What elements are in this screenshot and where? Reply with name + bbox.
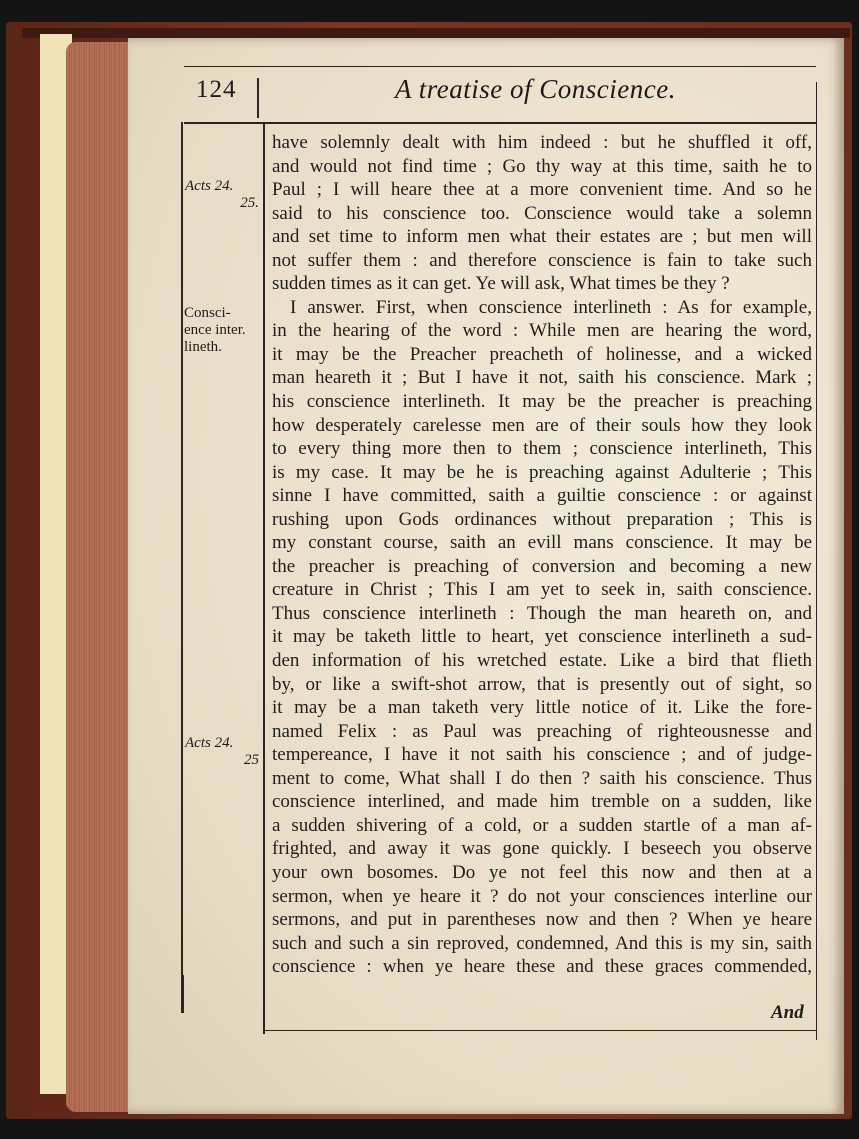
text-line: den information of his wretched estate. Like a bird that flieth xyxy=(272,650,812,672)
text-line: conscience : when ye heare these and these graces commended, xyxy=(272,956,812,978)
text-line: Paul ; I will heare thee at a more convenient time. And so he xyxy=(272,179,812,201)
cover-top-edge xyxy=(22,28,850,38)
margin-note-line: lineth. xyxy=(184,339,222,355)
text-line: my constant course, saith an evill mans conscience. It may be xyxy=(272,532,812,554)
text-line: man heareth it ; But I have it not, saith his conscience. Mark ; xyxy=(272,367,812,389)
text-line: it may be taketh little to heart, yet conscience interlineth a sud- xyxy=(272,626,812,648)
footer-rule xyxy=(265,1030,816,1031)
text-line: named Felix : as Paul was preaching of righteousnesse and xyxy=(272,720,812,742)
text-line: said to his conscience too. Conscience would take a solemn xyxy=(272,202,812,224)
text-line: how desperately carelesse men are of their souls how they look xyxy=(272,414,812,436)
text-line: not suffer them : and therefore conscience is fain to take such xyxy=(272,249,812,271)
body-text xyxy=(272,131,812,979)
text-line: a sudden shivering of a cold, or a sudden startle of a man af- xyxy=(272,814,812,836)
text-line: Thus conscience interlineth : Though the man heareth on, and xyxy=(272,602,812,624)
margin-note-line: Acts 24. xyxy=(185,735,234,751)
page-number: 124 xyxy=(196,76,237,103)
text-line: sudden times as it can get. Ye will ask, What times be they ? xyxy=(272,273,730,295)
text-line: his conscience interlineth. It may be the preacher is preaching xyxy=(272,391,812,413)
margin-note-conscience xyxy=(184,305,246,356)
text-line: sermons, and put in parentheses now and then ? When ye heare xyxy=(272,909,812,931)
text-line: conscience interlined, and made him tremble on a sudden, like xyxy=(272,791,812,813)
text-line: by, or like a swift-shot arrow, that is presently out of sight, so xyxy=(272,673,812,695)
folio-divider xyxy=(257,78,259,118)
text-line: creature in Christ ; This I am yet to seek in, saith conscience. xyxy=(272,579,812,601)
text-line: I answer. First, when conscience interlineth : As for example, xyxy=(290,296,812,318)
text-line: tempereance, I have it not saith his conscience ; and of judge- xyxy=(272,744,812,766)
catchword: And xyxy=(771,1002,804,1023)
running-title: A treatise of Conscience. xyxy=(395,74,676,104)
header-rule xyxy=(184,122,816,124)
text-line: rushing upon Gods ordinances without preparation ; This is xyxy=(272,508,812,530)
text-line: sinne I have committed, saith a guiltie conscience : or against xyxy=(272,485,812,507)
text-line: the preacher is preaching of conversion and becoming a new xyxy=(272,555,812,577)
text-line: in the hearing of the word : While men are hearing the word, xyxy=(272,320,812,342)
text-line: and set time to inform men what their estates are ; but men will xyxy=(272,226,812,248)
text-line: sermon, when ye heare it ? do not your consciences interline our xyxy=(272,885,812,907)
text-line: and would not find time ; Go thy way at this time, saith he to xyxy=(272,155,812,177)
text-line: your own bosomes. Do ye not feel this now and then at a xyxy=(272,861,812,883)
header-rule-top xyxy=(184,66,816,67)
text-line: it may be the Preacher preacheth of holinesse, and a wicked xyxy=(272,343,812,365)
margin-note-line: 25. xyxy=(240,195,259,211)
text-line: have solemnly dealt with him indeed : but he shuffled it off, xyxy=(272,132,812,153)
text-line: frighted, and away it was gone quickly. I beseech you observe xyxy=(272,838,812,860)
margin-note-acts-2 xyxy=(185,735,259,769)
text-line: it may be a man taketh very little notice of it. Like the fore- xyxy=(272,697,812,719)
margin-note-line: Acts 24. xyxy=(185,178,234,194)
margin-note-acts-1 xyxy=(185,178,259,212)
text-column-rule-right xyxy=(816,82,817,1040)
margin-note-line: ence inter. xyxy=(184,322,246,338)
text-line: ment to come, What shall I do then ? saith his conscience. Thus xyxy=(272,767,812,789)
text-line: is my case. It may be he is preaching against Adulterie ; This xyxy=(272,461,812,483)
margin-column-rule xyxy=(263,122,265,1034)
margin-note-line: 25 xyxy=(244,752,259,768)
text-line: to every thing more then to them ; conscience interlineth, This xyxy=(272,438,812,460)
margin-column-rule-left xyxy=(181,122,183,1000)
text-line: such and such a sin reproved, condemned, And this is my sin, saith xyxy=(272,932,812,954)
margin-tick xyxy=(181,975,184,1013)
margin-note-line: Consci- xyxy=(184,305,231,321)
